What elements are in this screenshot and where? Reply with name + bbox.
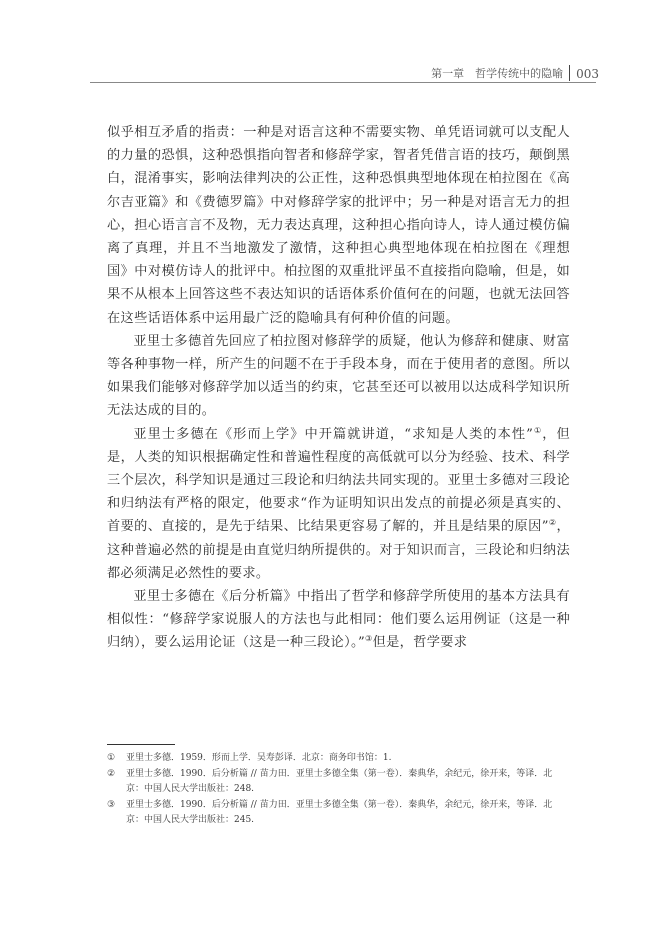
footnote-item bbox=[107, 798, 570, 829]
footnote-mark: ② bbox=[107, 768, 116, 779]
paragraph-text: 似乎相互矛盾的指责：一种是对语言这种不需要实物、单凭语词就可以支配人的力量的恐惧，这种恐惧指向智者和修辞学家，智者凭借言语的技巧，颠倒黑白，混淆事实，影响法律判决的公正性，这种恐惧典型地体现在柏拉图在《高尔吉亚篇》和《费德罗篇》中对修辞学家的批评中；另一种是对语言无力的担心，担心语言言不及物，无力表达真理，这种担心指向诗人，诗人通过模仿偏离了真理，并且不当地激发了激情，这种担心典型地体现在柏拉图在《理想国》中对模仿诗人的批评中。柏拉图的双重批评虽不直接指向隐喻，但是，如果不从根本上回答这些不表达知识的话语体系价值何在的问题，也就无法回答在这些话语体系中运用最广泛的隐喻具有何种价值的问题。 bbox=[107, 125, 570, 326]
footnote-item bbox=[107, 751, 570, 767]
paragraph-text: 亚里士多德在《形而上学》中开篇就讲道，“求知是人类的本性” bbox=[133, 426, 534, 442]
paragraph-text: ，这种普遍必然的前提是由直觉归纳所提供的。对于知识而言，三段论和归纳法都必须满足必然性的要求。 bbox=[107, 519, 570, 581]
footnote-text: 亚里士多德．1959．形而上学．吴寿彭译．北京：商务印书馆：1. bbox=[126, 753, 392, 763]
footnote-text: 亚里士多德．1990．后分析篇 // 苗力田．亚里士多德全集（第一卷）．秦典华，余纪元，徐开来，等译．北京：中国人民大学出版社：248. bbox=[126, 768, 553, 794]
header-separator bbox=[569, 65, 570, 81]
footnote-item bbox=[107, 767, 570, 798]
paragraph-text: 亚里士多德在《后分析篇》中指出了哲学和修辞学所使用的基本方法具有相似性：“修辞学家说服人的方法也与此相同：他们要么运用例证（这是一种归纳），要么运用论证（这是一种三段论）。” bbox=[107, 589, 570, 651]
footnote-ref-2[interactable]: ② bbox=[548, 518, 557, 528]
paragraph-1 bbox=[107, 121, 570, 330]
paragraph-text: 亚里士多德首先回应了柏拉图对修辞学的质疑，他认为修辞和健康、财富等各种事物一样，所产生的问题不在于手段本身，而在于使用者的意图。所以如果我们能够对修辞学加以适当的约束，它甚至还可以被用以达成科学知识所无法达成的目的。 bbox=[107, 333, 570, 419]
body-text bbox=[107, 121, 570, 655]
footnote-mark: ③ bbox=[107, 799, 116, 810]
footnote-rule bbox=[107, 744, 175, 745]
paragraph-3 bbox=[107, 423, 570, 585]
header-rule bbox=[90, 82, 596, 83]
footnote-ref-1[interactable]: ① bbox=[533, 425, 543, 435]
running-header bbox=[431, 61, 599, 81]
paragraph-2 bbox=[107, 330, 570, 423]
chapter-title: 第一章 哲学传统中的隐喻 bbox=[431, 67, 564, 80]
footnote-text: 亚里士多德．1990．后分析篇 // 苗力田．亚里士多德全集（第一卷）．秦典华，余纪元，徐开来，等译．北京：中国人民大学出版社：245. bbox=[126, 799, 553, 825]
footnote-mark: ① bbox=[107, 753, 116, 763]
paragraph-text: ，但是，人类的知识根据确定性和普遍性程度的高低就可以分为经验、技术、科学三个层次，科学知识是通过三段论和归纳法共同实现的。亚里士多德对三段论和归纳法有严格的限定，他要求“作为证明知识出发点的前提必须是真实的、首要的、直接的，是先于结果、比结果更容易了解的，并且是结果的原因” bbox=[107, 426, 570, 535]
footnote-ref-3[interactable]: ③ bbox=[365, 634, 373, 644]
paragraph-text: 但是，哲学要求 bbox=[372, 635, 468, 651]
paragraph-4 bbox=[107, 585, 570, 655]
page-number: 003 bbox=[576, 67, 599, 81]
footnotes bbox=[107, 751, 570, 829]
